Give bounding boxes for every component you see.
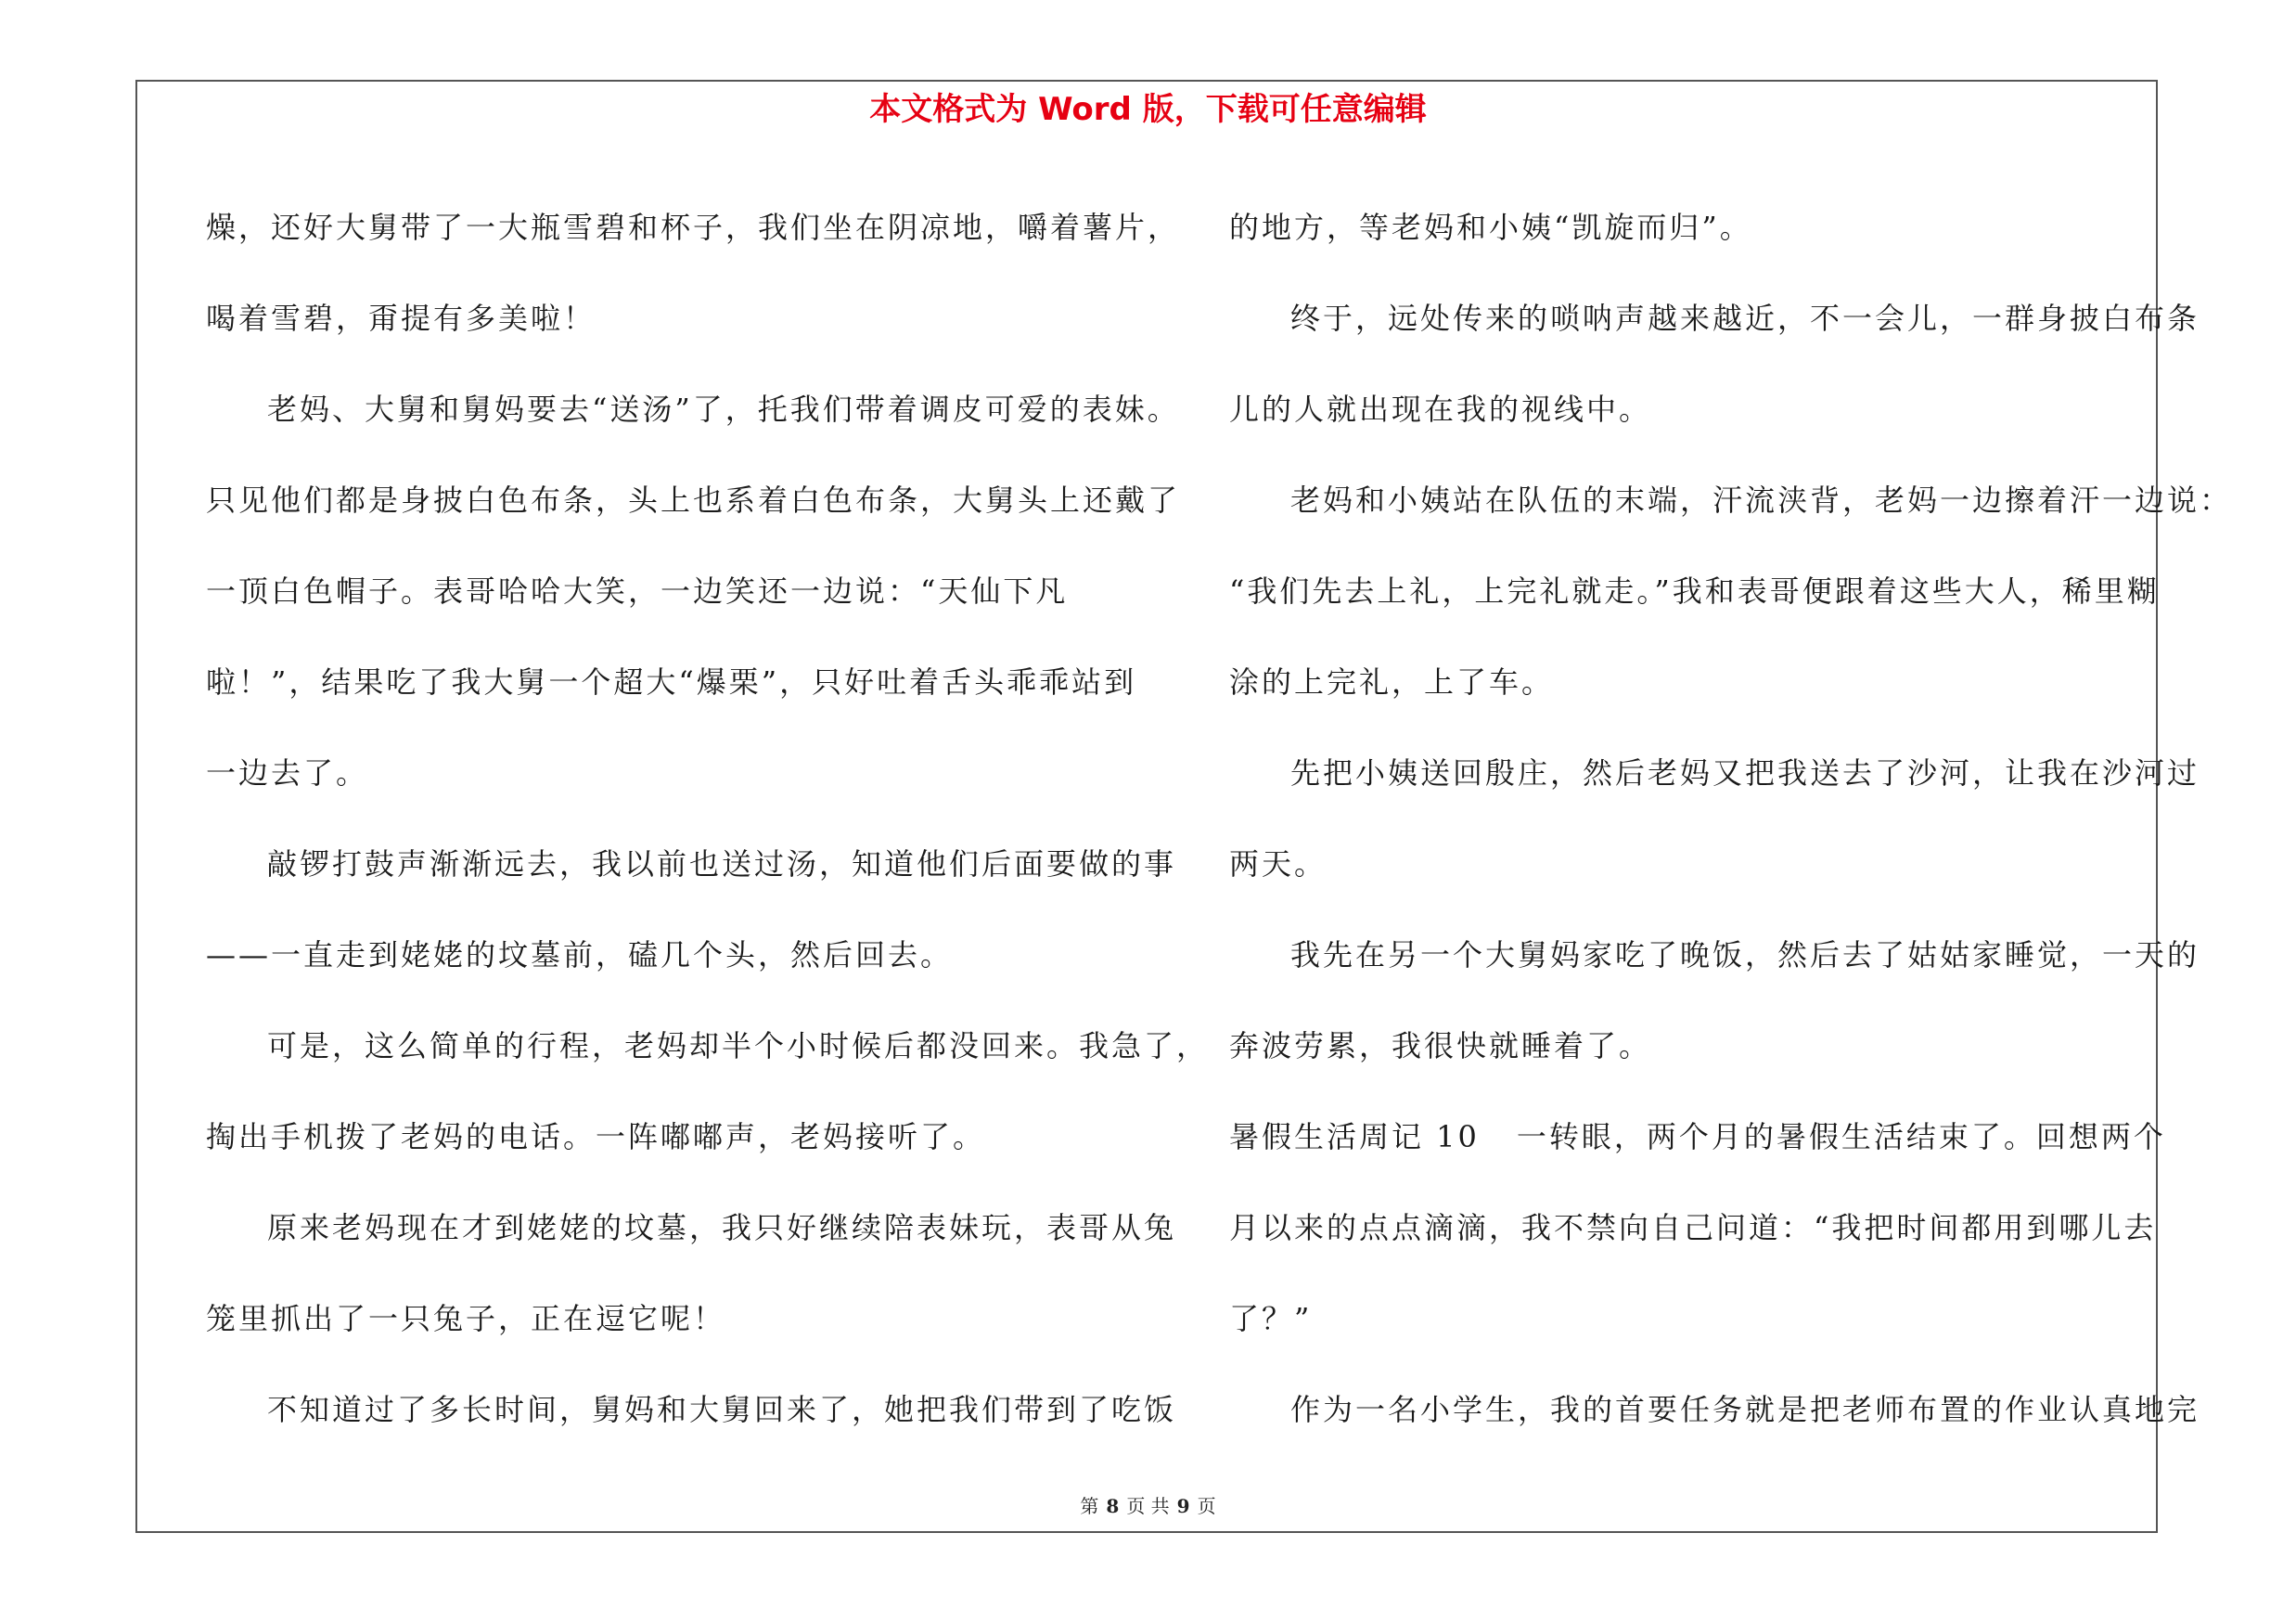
- text-line-content: 一边去了。: [206, 755, 369, 791]
- text-line-continuation: 一转眼，两个月的暑假生活结束了。回想两个: [1516, 1119, 2166, 1154]
- text-line-content: 燥，还好大舅带了一大瓶雪碧和杯子，我们坐在阴凉地，嚼着薯片，: [206, 210, 1181, 245]
- text-line: [1229, 182, 2161, 273]
- text-line: [206, 728, 1161, 818]
- text-line: [206, 182, 1181, 273]
- text-line: [206, 1364, 1177, 1455]
- right-text-column: [1229, 182, 2233, 1455]
- text-line: [1229, 1273, 2161, 1364]
- text-line-content: 啦！”，结果吃了我大舅一个超大“爆栗”，只好吐着舌头乖乖站到: [206, 664, 1137, 700]
- footer-prefix: 第: [1080, 1495, 1099, 1517]
- text-line: [206, 1000, 1210, 1091]
- text-line: [206, 818, 1177, 909]
- text-line: [206, 1091, 1161, 1182]
- text-line: [1229, 455, 2233, 546]
- text-line-content: 掏出手机拨了老妈的电话。一阵嘟嘟声，老妈接听了。: [206, 1119, 986, 1154]
- text-line: [1229, 637, 2161, 728]
- text-line: [1229, 1091, 2166, 1182]
- text-line-content: 老妈和小姨站在队伍的末端，汗流浃背，老妈一边擦着汗一边说：: [1290, 483, 2233, 518]
- text-line: [1229, 546, 2161, 637]
- text-line-content: 不知道过了多长时间，舅妈和大舅回来了，她把我们带到了吃饭: [267, 1392, 1177, 1427]
- text-line-content: 暑假生活周记 10: [1229, 1119, 1480, 1154]
- text-line: [1229, 1364, 2200, 1455]
- text-line-content: 作为一名小学生，我的首要任务就是把老师布置的作业认真地完: [1290, 1392, 2200, 1427]
- text-line-content: 一顶白色帽子。表哥哈哈大笑，一边笑还一边说：“天仙下凡: [206, 573, 1069, 609]
- text-line: [206, 455, 1181, 546]
- text-line-content: 敲锣打鼓声渐渐远去，我以前也送过汤，知道他们后面要做的事: [267, 846, 1177, 882]
- text-line: [1229, 728, 2200, 818]
- text-line-content: 原来老妈现在才到姥姥的坟墓，我只好继续陪表妹玩，表哥从兔: [267, 1210, 1177, 1245]
- left-text-column: [206, 182, 1210, 1455]
- text-line: [206, 273, 1161, 364]
- text-line-content: 先把小姨送回殷庄，然后老妈又把我送去了沙河，让我在沙河过: [1290, 755, 2200, 791]
- text-line-content: 喝着雪碧，甭提有多美啦！: [206, 301, 596, 336]
- text-line-content: 涂的上完礼，上了车。: [1229, 664, 1555, 700]
- text-line-content: 月以来的点点滴滴，我不禁向自己问道：“我把时间都用到哪儿去: [1229, 1210, 2157, 1245]
- text-line-content: 笼里抓出了一只兔子，正在逗它呢！: [206, 1301, 726, 1336]
- text-line-content: 儿的人就出现在我的视线中。: [1229, 392, 1652, 427]
- text-line-content: 两天。: [1229, 846, 1328, 882]
- text-line: [206, 1273, 1161, 1364]
- page-footer: [0, 1492, 2296, 1520]
- text-line: [1229, 909, 2200, 1000]
- text-line-content: 终于，远处传来的唢呐声越来越近，不一会儿，一群身披白布条: [1290, 301, 2200, 336]
- text-line-content: 老妈、大舅和舅妈要去“送汤”了，托我们带着调皮可爱的表妹。: [267, 392, 1180, 427]
- text-line-content: 我先在另一个大舅妈家吃了晚饭，然后去了姑姑家睡觉，一天的: [1290, 937, 2200, 973]
- text-line: [206, 909, 1161, 1000]
- footer-suffix: 页: [1197, 1495, 1216, 1517]
- text-line: [206, 546, 1161, 637]
- text-line: [1229, 273, 2200, 364]
- text-line: [206, 637, 1161, 728]
- text-line: [1229, 818, 2161, 909]
- text-line-content: ——一直走到姥姥的坟墓前，磕几个头，然后回去。: [206, 937, 954, 973]
- text-line: [206, 1182, 1177, 1273]
- text-line-content: “我们先去上礼，上完礼就走。”我和表哥便跟着这些大人，稀里糊: [1229, 573, 2160, 609]
- total-pages-number: 9: [1176, 1495, 1190, 1517]
- format-banner: 本文格式为 Word 版，下载可任意编辑: [869, 91, 1427, 128]
- text-line-content: 只见他们都是身披白色布条，头上也系着白色布条，大舅头上还戴了: [206, 483, 1181, 518]
- text-line: [206, 364, 1180, 455]
- footer-middle: 页 共: [1126, 1495, 1170, 1517]
- text-line: [1229, 1000, 2161, 1091]
- text-line-content: 奔波劳累，我很快就睡着了。: [1229, 1028, 1652, 1063]
- text-line: [1229, 1182, 2161, 1273]
- current-page-number: 8: [1106, 1495, 1120, 1517]
- text-line-content: 的地方，等老妈和小姨“凯旋而归”。: [1229, 210, 1752, 245]
- text-line-content: 可是，这么简单的行程，老妈却半个小时候后都没回来。我急了，: [267, 1028, 1210, 1063]
- text-line: [1229, 364, 2161, 455]
- text-line-content: 了？”: [1229, 1301, 1313, 1336]
